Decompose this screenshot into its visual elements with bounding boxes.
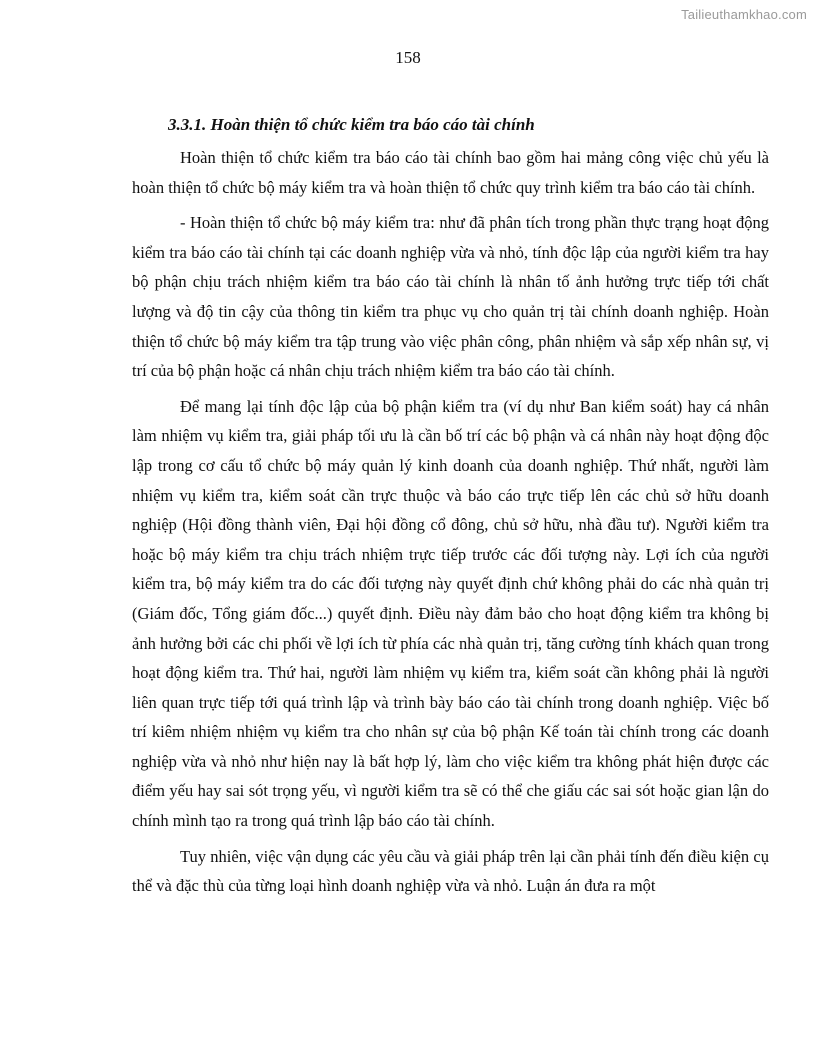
page-number: 158 — [395, 48, 421, 67]
paragraph-independence: Để mang lại tính độc lập của bộ phận kiểm tra (ví dụ như Ban kiểm soát) hay cá nhân làm nhiệm vụ kiểm tra, giải pháp tối ưu là cần bố trí các bộ phận và cá nhân này hoạt động độc lập trong cơ cấu tổ chức bộ máy quản lý kinh doanh của doanh nghiệp. Thứ nhất, người làm nhiệm vụ kiểm tra, kiểm soát cần trực thuộc và báo cáo trực tiếp lên các chủ sở hữu doanh nghiệp (Hội đồng thành viên, Đại hội đồng cổ đông, chủ sở hữu, nhà đầu tư). Người kiểm tra hoặc bộ máy kiểm tra chịu trách nhiệm trực tiếp trước các đối tượng này. Lợi ích của người kiểm tra, bộ máy kiểm tra do các đối tượng này quyết định chứ không phải do các nhà quản trị (Giám đốc, Tổng giám đốc...) quyết định. Điều này đảm bảo cho hoạt động kiểm tra không bị ảnh hưởng bởi các chi phối về lợi ích từ phía các nhà quản trị, tăng cường tính khách quan trong hoạt động kiểm tra. Thứ hai, người làm nhiệm vụ kiểm tra, kiểm soát cần không phải là người liên quan trực tiếp tới quá trình lập và trình bày báo cáo tài chính trong doanh nghiệp. Việc bố trí kiêm nhiệm nhiệm vụ kiểm tra cho nhân sự của bộ phận Kế toán tài chính trong các doanh nghiệp vừa và nhỏ như hiện nay là bất hợp lý, làm cho việc kiểm tra không phát hiện được các điểm yếu hay sai sót trọng yếu, vì người kiểm tra sẽ có thể che giấu các sai sót hoặc gian lận do chính mình tạo ra trong quá trình lập báo cáo tài chính. — [132, 396, 769, 831]
watermark: Tailieuthamkhao.com — [681, 7, 807, 22]
paragraph-intro: Hoàn thiện tổ chức kiểm tra báo cáo tài chính bao gồm hai mảng công việc chủ yếu là hoàn thiện tổ chức bộ máy kiểm tra và hoàn thiện tổ chức quy trình kiểm tra báo cáo tài chính. — [132, 148, 769, 197]
paragraph-application: Tuy nhiên, việc vận dụng các yêu cầu và giải pháp trên lại cần phải tính đến điều kiện cụ thể và đặc thù của từng loại hình doanh nghiệp vừa và nhỏ. Luận án đưa ra một — [132, 846, 769, 896]
document-body — [132, 113, 769, 907]
paragraph-organization: - Hoàn thiện tổ chức bộ máy kiểm tra: như đã phân tích trong phần thực trạng hoạt động kiểm tra báo cáo tài chính tại các doanh nghiệp vừa và nhỏ, tính độc lập của người kiểm tra hay bộ phận chịu trách nhiệm kiểm tra báo cáo tài chính là nhân tố ảnh hưởng trực tiếp tới chất lượng và độ tin cậy của thông tin kiểm tra phục vụ cho quản trị tài chính doanh nghiệp. Hoàn thiện tổ chức bộ máy kiểm tra tập trung vào việc phân công, phân nhiệm và sắp xếp nhân sự, vị trí của bộ phận hoặc cá nhân chịu trách nhiệm kiểm tra báo cáo tài chính. — [132, 213, 769, 381]
section-heading: 3.3.1. Hoàn thiện tổ chức kiểm tra báo cáo tài chính — [168, 115, 535, 134]
